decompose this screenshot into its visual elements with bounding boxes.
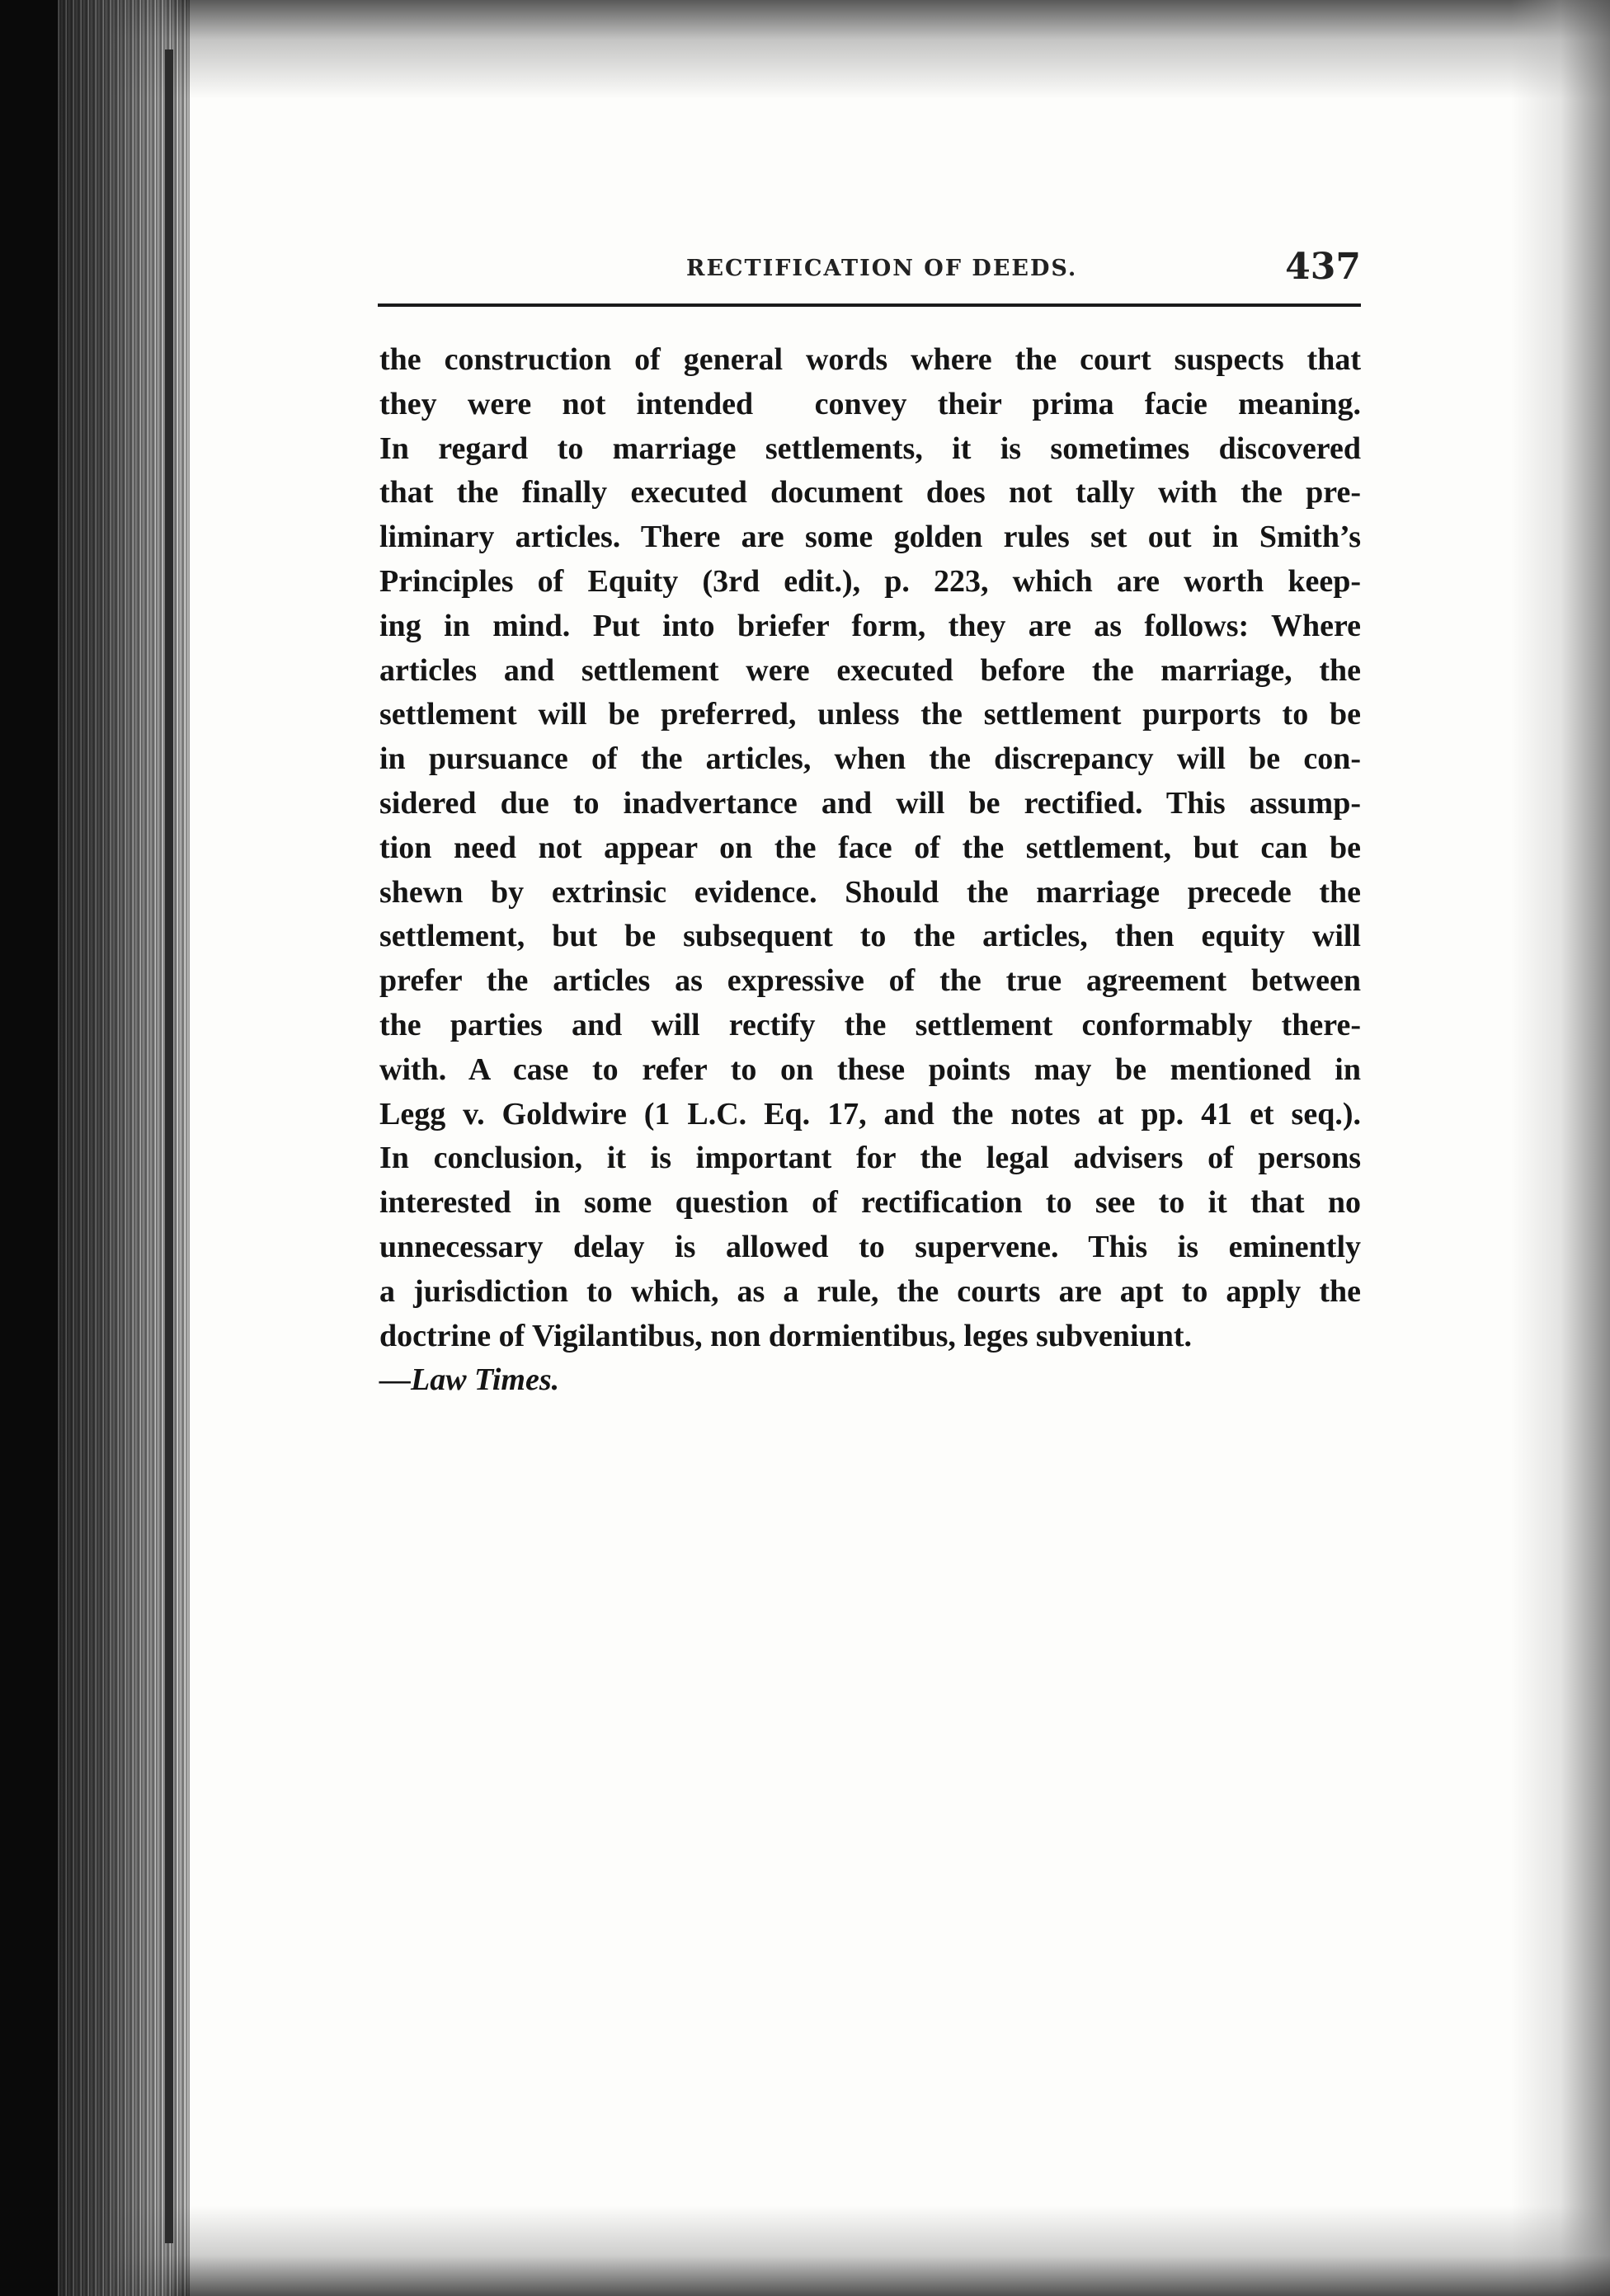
- text-line: Legg v. Goldwire (1 L.C. Eq. 17, and the notes at pp. 41 et seq.).: [379, 1096, 1361, 1132]
- text-line: doctrine of Vigilantibus, non dormientibus, leges subveniunt.: [379, 1318, 1193, 1353]
- text-line: liminary articles. There are some golden rules set out in Smith’s: [379, 520, 1361, 555]
- body-text: [379, 338, 1361, 1403]
- page-gutter-line: [165, 49, 173, 2243]
- running-head-title: RECTIFICATION OF DEEDS.: [686, 256, 1078, 281]
- scan-shadow-right: [1511, 0, 1610, 2296]
- text-line: tion need not appear on the face of the settlement, but can be: [379, 830, 1361, 865]
- text-line: the construction of general words where the court suspects that: [379, 342, 1361, 377]
- text-line: interested in some question of rectification to see to it that no: [379, 1185, 1361, 1221]
- text-line: settlement, but be subsequent to the articles, then equity will: [379, 919, 1361, 954]
- text-line: Principles of Equity (3rd edit.), p. 223, which are worth keep-: [379, 563, 1361, 599]
- text-line: settlement will be preferred, unless the settlement purports to be: [379, 697, 1361, 732]
- text-line: unnecessary delay is allowed to supervene. This is eminently: [379, 1229, 1361, 1264]
- text-line: prefer the articles as expressive of the true agreement between: [379, 963, 1361, 999]
- text-line: shewn by extrinsic evidence. Should the marriage precede the: [379, 874, 1361, 910]
- book-binding-dark: [0, 0, 58, 2296]
- text-line: with. A case to refer to on these points may be mentioned in: [379, 1052, 1361, 1087]
- text-line: the parties and will rectify the settlement conformably there-: [379, 1007, 1361, 1042]
- text-line: In conclusion, it is important for the legal advisers of persons: [379, 1141, 1361, 1176]
- text-line: articles and settlement were executed before the marriage, the: [379, 652, 1361, 688]
- text-line: ing in mind. Put into briefer form, they are as follows: Where: [379, 608, 1361, 643]
- text-line: sidered due to inadvertance and will be rectified. This assump-: [379, 785, 1361, 821]
- text-line: they were not intended ⁠⁠ convey their prima facie meaning.: [379, 386, 1361, 421]
- scan-shadow-bottom: [0, 2205, 1610, 2296]
- text-line: in pursuance of the articles, when the discrepancy will be con-: [379, 741, 1361, 777]
- text-line: that the finally executed document does not tally with the pre-: [379, 475, 1361, 510]
- text-line: In regard to marriage settlements, it is sometimes discovered: [379, 430, 1361, 466]
- page-number: 437: [1285, 246, 1361, 288]
- running-head: [379, 246, 1361, 288]
- source-attribution: —Law Times.: [379, 1362, 560, 1398]
- header-rule: [378, 303, 1361, 307]
- text-line: a jurisdiction to which, as a rule, the courts are apt to apply the: [379, 1273, 1361, 1309]
- scan-shadow-top: [0, 0, 1610, 99]
